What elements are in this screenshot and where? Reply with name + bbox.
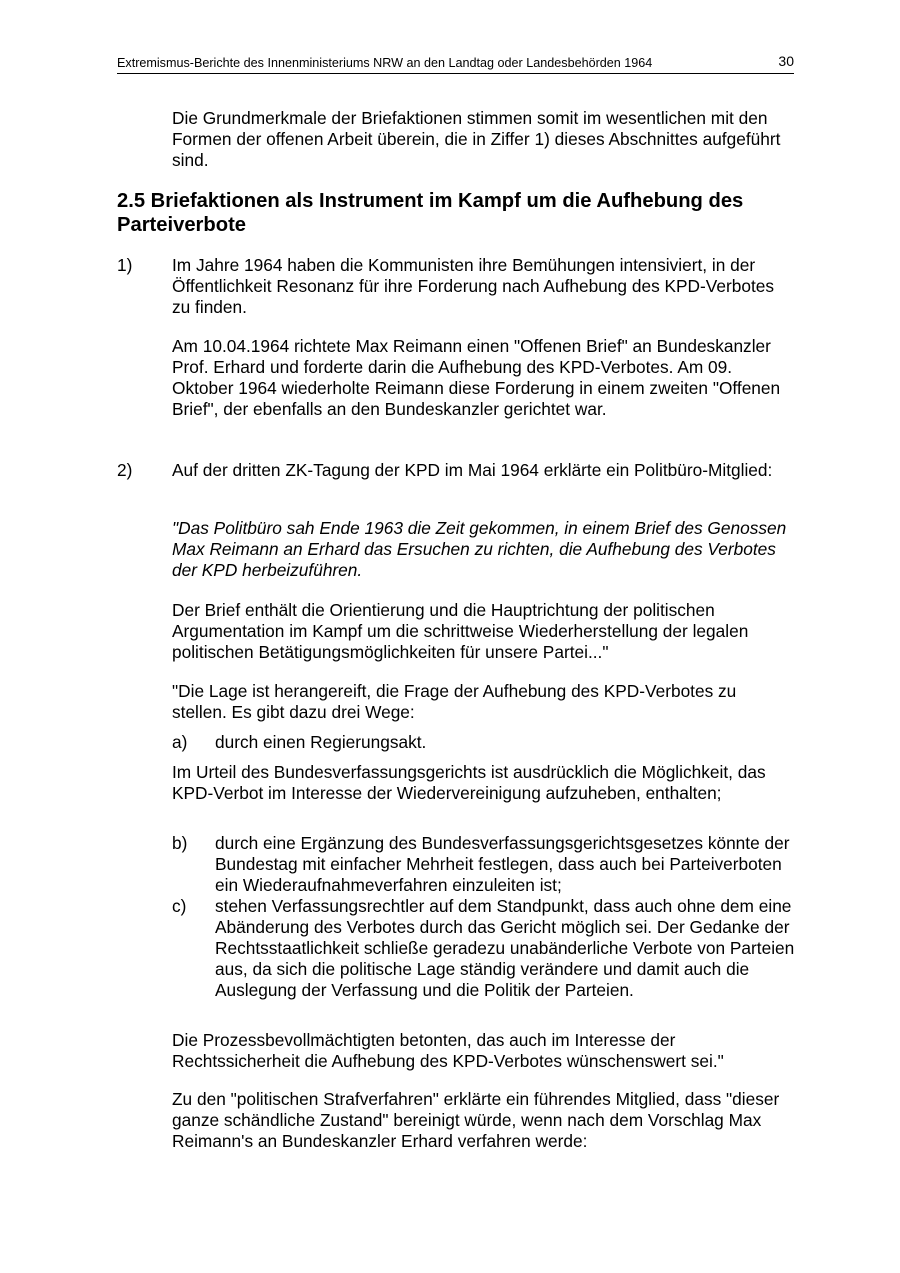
page-number: 30 — [778, 53, 794, 69]
item-1-paragraph-2: Am 10.04.1964 richtete Max Reimann einen "Offenen Brief" an Bundeskanzler Prof. Erhard und forderte darin die Aufhebung des KPD-Verbotes. Am 09. Oktober 1964 wiederholte Reimann diese Forderung in einem zweiten "Offenen Brief", der ebenfalls an den Bundeskanzler gerichtet war. — [172, 336, 781, 419]
option-c-text: stehen Verfassungsrechtler auf dem Standpunkt, dass auch ohne dem eine Abänderung des Verbotes durch das Gericht möglich sei. Der Gedanke der Rechtsstaatlichkeit schließe geradezu unabänderliche Verbote von Parteien aus, da sich die politische Lage ständig verändere und damit auch die Auslegung der Verfassung und die Politik der Parteien. — [215, 896, 795, 1000]
final-paragraph: Zu den "politischen Strafverfahren" erklärte ein führendes Mitglied, dass "dieser ganze schändliche Zustand" bereinigt würde, wenn nach dem Vorschlag Max Reimann's an Bundeskanzler Erhard verfahren werde: — [172, 1089, 780, 1151]
item-1-number: 1) — [117, 255, 133, 275]
item-2-number: 2) — [117, 460, 133, 480]
option-c-label: c) — [172, 896, 187, 916]
item-1-paragraph-1: Im Jahre 1964 haben die Kommunisten ihre Bemühungen intensiviert, in der Öffentlichkeit Resonanz für ihre Forderung nach Aufhebung des KPD-Verbotes zu finden. — [172, 255, 775, 317]
quote-continuation: Der Brief enthält die Orientierung und die Hauptrichtung der politischen Argumentation im Kampf um die schrittweise Wiederherstellung der legalen politischen Betätigungsmöglichkeiten für unsere Partei..." — [172, 600, 749, 662]
page-header — [117, 55, 794, 74]
header-title: Extremismus-Berichte des Innenministeriums NRW an den Landtag oder Landesbehörden 1964 — [117, 56, 653, 70]
option-a-note: Im Urteil des Bundesverfassungsgerichts ist ausdrücklich die Möglichkeit, das KPD-Verbot im Interesse der Wiedervereinigung aufzuheben, enthalten; — [172, 762, 766, 803]
option-a-text: durch einen Regierungsakt. — [215, 732, 427, 752]
quote-italic: "Das Politbüro sah Ende 1963 die Zeit gekommen, in einem Brief des Genossen Max Reimann an Erhard das Ersuchen zu richten, die Aufhebung des Verbotes der KPD herbeizuführen. — [172, 518, 787, 580]
option-b-label: b) — [172, 833, 188, 853]
option-a-label: a) — [172, 732, 188, 752]
option-b-text: durch eine Ergänzung des Bundesverfassungsgerichtsgesetzes könnte der Bundestag mit einfacher Mehrheit festlegen, dass auch bei Parteiverboten ein Wiederaufnahmeverfahren einzuleiten ist; — [215, 833, 790, 895]
section-heading: 2.5 Briefaktionen als Instrument im Kampf um die Aufhebung des Parteiverbote — [117, 190, 744, 236]
closing-paragraph: Die Prozessbevollmächtigten betonten, das auch im Interesse der Rechtssicherheit die Aufhebung des KPD-Verbotes wünschenswert sei." — [172, 1030, 724, 1071]
item-2-paragraph-1: Auf der dritten ZK-Tagung der KPD im Mai 1964 erklärte ein Politbüro-Mitglied: — [172, 460, 773, 480]
quote-2-intro: "Die Lage ist herangereift, die Frage der Aufhebung des KPD-Verbotes zu stellen. Es gibt dazu drei Wege: — [172, 681, 737, 722]
intro-paragraph: Die Grundmerkmale der Briefaktionen stimmen somit im wesentlichen mit den Formen der offenen Arbeit überein, die in Ziffer 1) dieses Abschnittes aufgeführt sind. — [172, 108, 781, 170]
